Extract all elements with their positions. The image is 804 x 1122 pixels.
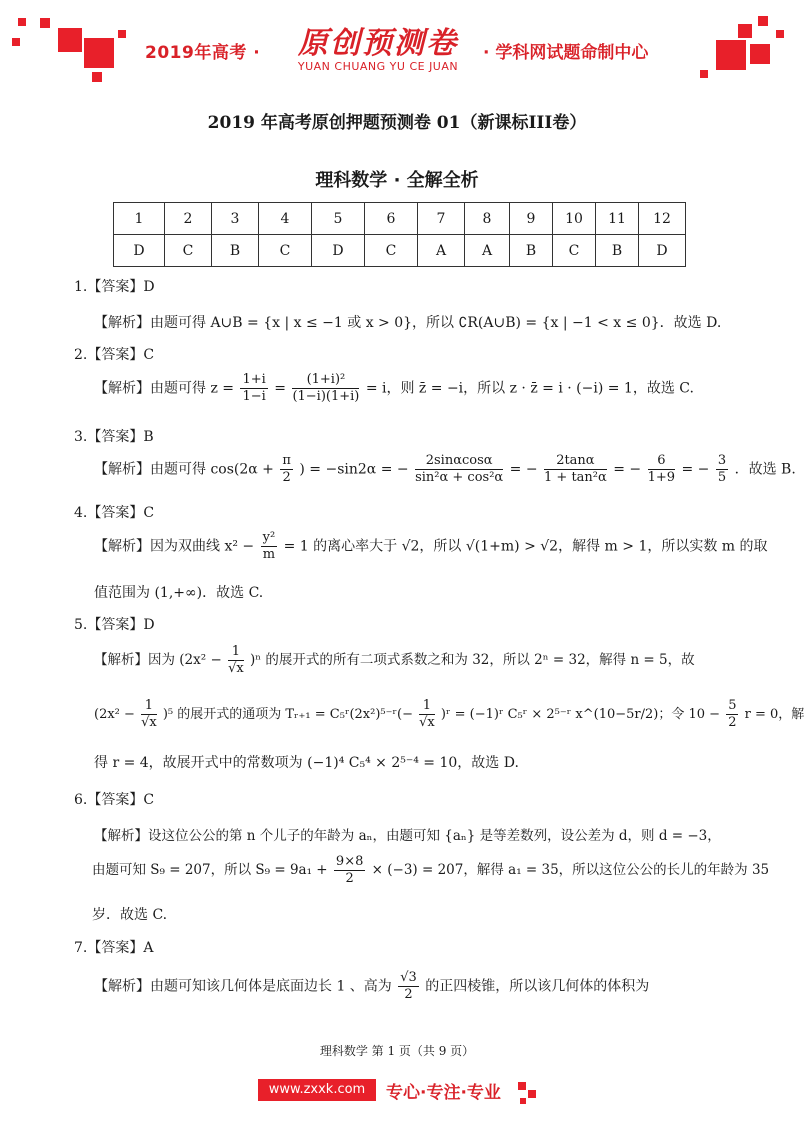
solution-text: = − — [509, 461, 538, 478]
decor-block — [528, 1090, 536, 1098]
solution-text: )⁵ 的展开式的通项为 Tᵣ₊₁ = C₅ʳ(2x²)⁵⁻ʳ(− — [162, 707, 413, 722]
solution-text: ．故选 B. — [734, 461, 796, 478]
fraction-denominator: 2 — [404, 987, 413, 1002]
solution-line: 值范围为 (1,+∞)．故选 C. — [94, 585, 264, 601]
fraction — [240, 372, 267, 405]
table-cell: 11 — [596, 203, 639, 235]
decor-block — [18, 18, 26, 26]
question-label: 4.【答案】C — [74, 505, 155, 521]
decor-block — [758, 16, 768, 26]
solution-text: 【解析】由题可得 cos(2α + — [94, 461, 274, 478]
question-label: 3.【答案】B — [74, 429, 154, 445]
fraction — [261, 530, 278, 563]
header-right-text: · 学科网试题命制中心 — [483, 43, 649, 63]
fraction-denominator: 1−i — [242, 389, 266, 404]
table-cell: 12 — [639, 203, 686, 235]
fraction — [716, 453, 728, 486]
header-logo-text: 原创预测卷 — [298, 26, 458, 61]
site-url-link[interactable]: www.zxxk.com — [258, 1079, 376, 1101]
fraction — [334, 854, 365, 887]
fraction — [419, 698, 435, 731]
fraction — [648, 453, 675, 486]
table-cell: 2 — [165, 203, 212, 235]
solution-text: 【解析】由题可得 z = — [94, 380, 235, 397]
fraction-denominator: √x — [228, 661, 244, 676]
solution-text: ) = −sin2α = − — [299, 461, 409, 478]
solution-line — [94, 644, 695, 677]
decor-block — [40, 18, 50, 28]
fraction-denominator: m — [262, 547, 276, 562]
question-label: 5.【答案】D — [74, 617, 155, 633]
document-subtitle: 理科数学 · 全解全析 — [315, 170, 479, 191]
solution-text: = i，则 z̄ = −i，所以 z · z̄ = i · (−i) = 1，故选 C. — [365, 380, 694, 397]
fraction — [280, 453, 293, 486]
table-cell: 4 — [259, 203, 312, 235]
solution-line — [94, 372, 694, 405]
decor-block — [518, 1082, 526, 1090]
fraction — [398, 970, 419, 1003]
solution-text: = — [274, 380, 286, 397]
solution-text: × (−3) = 207，解得 a₁ = 35，所以这位公公的长儿的年龄为 35 — [371, 862, 770, 878]
table-cell: 7 — [418, 203, 465, 235]
solution-line: 岁．故选 C. — [92, 907, 168, 923]
solution-text: 【解析】由题可知该几何体是底面边长 1 、高为 — [94, 978, 392, 995]
table-cell: C — [259, 235, 312, 267]
footer-slogan: 专心·专注·专业 — [386, 1083, 501, 1103]
fraction-denominator: 5 — [717, 470, 727, 485]
fraction-numerator: 1 — [228, 644, 244, 661]
fraction-numerator: 9×8 — [335, 854, 364, 869]
table-cell: C — [365, 235, 418, 267]
fraction-denominator: √x — [141, 715, 157, 730]
table-cell: 9 — [510, 203, 553, 235]
decor-block — [12, 38, 20, 46]
table-cell: 1 — [114, 203, 165, 235]
fraction-numerator: π — [282, 453, 291, 468]
fraction — [292, 372, 359, 405]
fraction-denominator: 2 — [345, 871, 354, 886]
solution-text: 由题可知 S₉ = 207，所以 S₉ = 9a₁ + — [92, 862, 328, 878]
question-label: 6.【答案】C — [74, 792, 155, 808]
answer-table-number-row — [114, 203, 686, 235]
solution-text: 【解析】因为双曲线 x² − — [94, 538, 255, 555]
solution-text: 的正四棱锥，所以该几何体的体积为 — [425, 978, 650, 995]
table-cell: B — [510, 235, 553, 267]
solution-text: )ʳ = (−1)ʳ C₅ʳ × 2⁵⁻ʳ x^(10−5r/2)；令 10 − — [440, 707, 721, 722]
fraction-denominator: (1−i)(1+i) — [292, 389, 360, 404]
fraction-numerator: 1+i — [242, 372, 266, 387]
fraction-numerator: (1+i)² — [292, 372, 359, 389]
fraction — [228, 644, 244, 677]
table-cell: 10 — [553, 203, 596, 235]
fraction-numerator: 2sinαcosα — [415, 453, 503, 470]
fraction-numerator: 6 — [648, 453, 675, 470]
decor-block — [776, 30, 784, 38]
table-cell: A — [465, 235, 510, 267]
fraction-numerator: √3 — [400, 970, 417, 985]
fraction — [726, 698, 738, 731]
document-title: 2019 年高考原创押题预测卷 01（新课标III卷） — [207, 113, 587, 133]
decor-block — [118, 30, 126, 38]
table-cell: D — [312, 235, 365, 267]
page-number: 理科数学 第 1 页（共 9 页） — [319, 1044, 475, 1058]
solution-text: (2x² − — [94, 707, 135, 722]
decor-block — [520, 1098, 526, 1104]
table-cell: C — [165, 235, 212, 267]
solution-line — [92, 854, 769, 887]
fraction-denominator: 1+9 — [647, 470, 676, 485]
solution-text: 【解析】因为 (2x² − — [94, 652, 222, 668]
solution-text: = 1 的离心率大于 √2，所以 √(1+m) > √2，解得 m > 1，所以实数 m 的取 — [283, 538, 768, 555]
header-left-text: 2019年高考 · — [145, 43, 261, 63]
fraction-numerator: 5 — [728, 698, 737, 713]
decor-block — [58, 28, 82, 52]
table-cell: B — [596, 235, 639, 267]
solution-text: )ⁿ 的展开式的所有二项式系数之和为 32，所以 2ⁿ = 32，解得 n = 5，故 — [250, 652, 695, 668]
answer-table-answer-row — [114, 235, 686, 267]
fraction-denominator: √x — [419, 715, 435, 730]
table-cell: 8 — [465, 203, 510, 235]
table-cell: B — [212, 235, 259, 267]
fraction — [544, 453, 607, 486]
table-cell: 5 — [312, 203, 365, 235]
fraction-numerator: 3 — [717, 453, 727, 468]
table-cell: 3 — [212, 203, 259, 235]
answer-table — [113, 202, 686, 267]
fraction-denominator: 2 — [282, 470, 291, 485]
fraction-numerator: 1 — [141, 698, 157, 715]
header-logo-pinyin: YUAN CHUANG YU CE JUAN — [297, 60, 459, 73]
fraction-numerator: 2tanα — [544, 453, 607, 470]
decor-block — [716, 40, 746, 70]
table-cell: D — [639, 235, 686, 267]
solution-line — [94, 970, 649, 1003]
fraction-denominator: 2 — [728, 715, 737, 730]
table-cell: A — [418, 235, 465, 267]
fraction-denominator: 1 + tan²α — [544, 470, 607, 485]
solution-line: 【解析】设这位公公的第 n 个儿子的年龄为 aₙ，由题可知 {aₙ} 是等差数列，设公差为 d，则 d = −3， — [94, 828, 721, 844]
question-label: 2.【答案】C — [74, 347, 155, 363]
solution-line — [94, 530, 768, 563]
solution-line: 【解析】由题可得 A∪B = {x | x ≤ −1 或 x > 0}，所以 ∁R(A∪B) = {x | −1 < x ≤ 0}．故选 D. — [94, 315, 722, 331]
fraction-numerator: y² — [262, 530, 276, 545]
table-cell: 6 — [365, 203, 418, 235]
fraction — [415, 453, 503, 486]
decor-block — [750, 44, 770, 64]
fraction-numerator: 1 — [419, 698, 435, 715]
decor-block — [738, 24, 752, 38]
table-cell: D — [114, 235, 165, 267]
solution-text: = − — [613, 461, 642, 478]
fraction — [141, 698, 157, 731]
solution-text: r = 0，解 — [744, 707, 804, 722]
table-cell: C — [553, 235, 596, 267]
fraction-denominator: sin²α + cos²α — [415, 470, 504, 485]
solution-line: 得 r = 4，故展开式中的常数项为 (−1)⁴ C₅⁴ × 2⁵⁻⁴ = 10，故选 D. — [94, 755, 519, 771]
question-label: 7.【答案】A — [74, 940, 154, 956]
decor-block — [700, 70, 708, 78]
solution-line — [94, 453, 796, 486]
decor-block — [92, 72, 102, 82]
solution-text: = − — [681, 461, 710, 478]
solution-line — [94, 698, 804, 731]
decor-block — [84, 38, 114, 68]
question-label: 1.【答案】D — [74, 279, 155, 295]
